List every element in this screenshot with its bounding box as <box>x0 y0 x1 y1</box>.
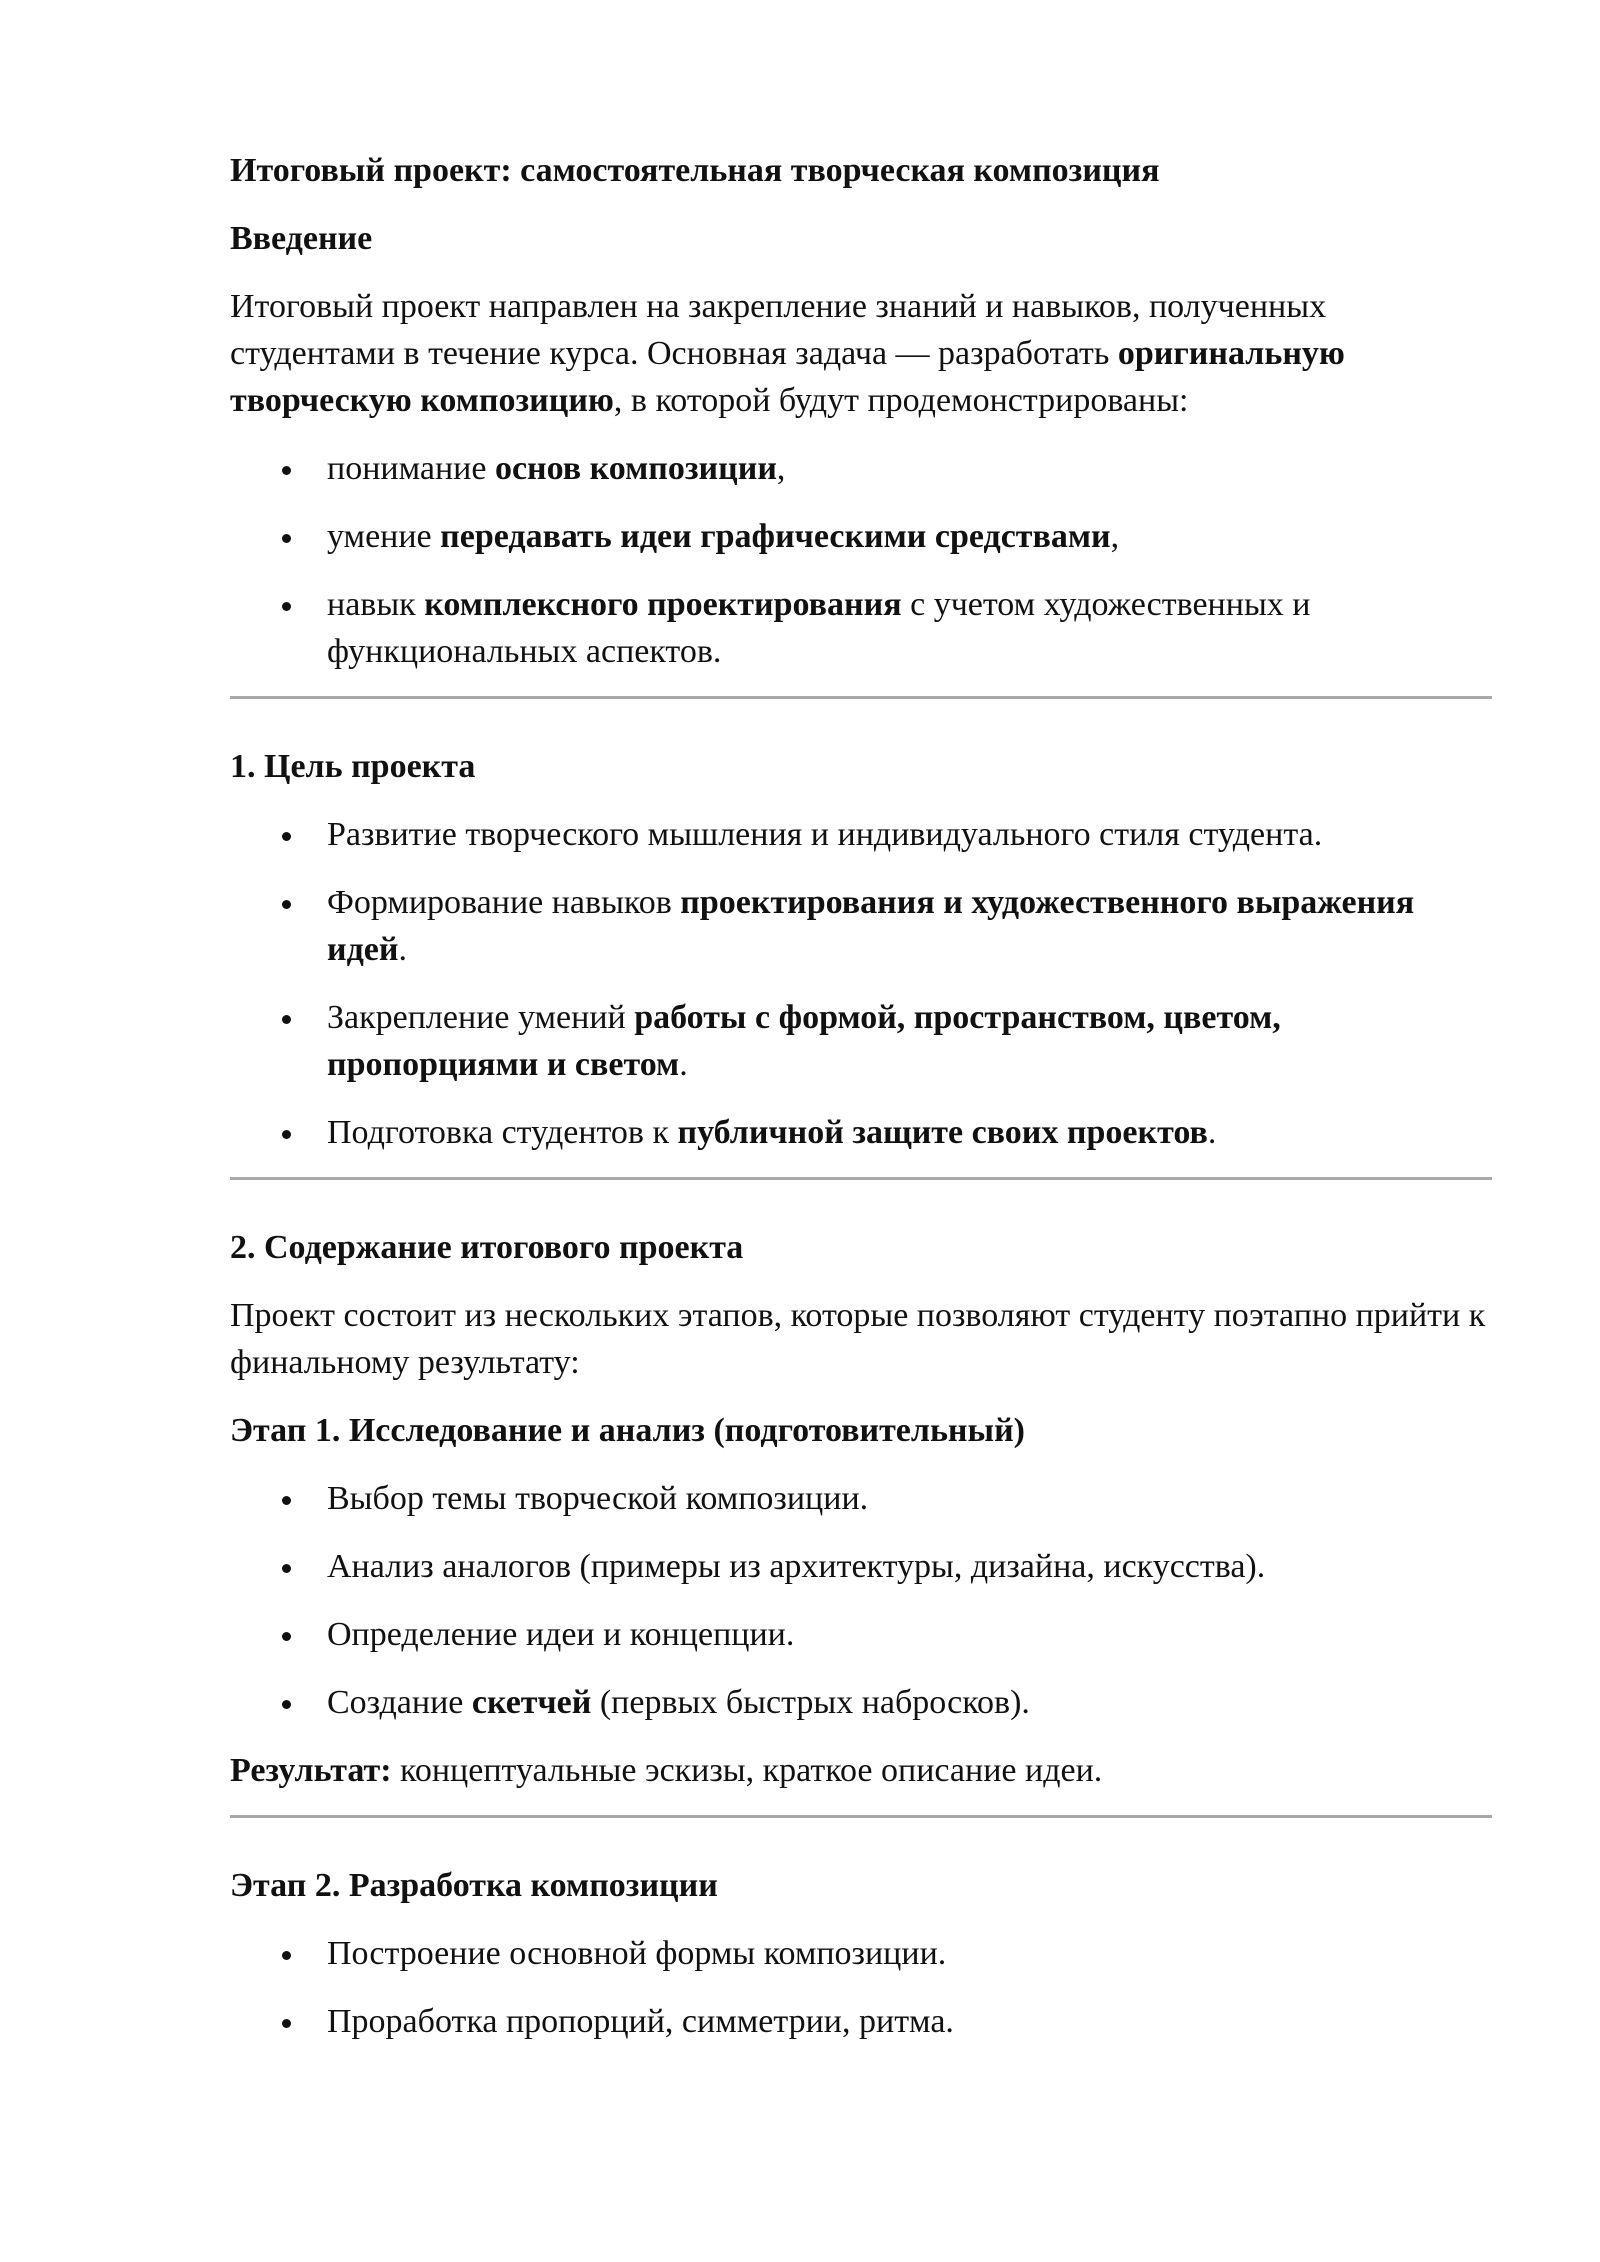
list-item <box>230 1475 1492 1522</box>
item-bold: комплексного проектирования <box>424 586 902 623</box>
item-text: Построение основной формы композиции. <box>327 1935 947 1972</box>
item-text: навык <box>327 586 425 623</box>
item-text: Развитие творческого мышления и индивидуального стиля студента. <box>327 816 1323 853</box>
stage1-list <box>230 1475 1492 1726</box>
list-item <box>230 994 1492 1088</box>
item-bold: публичной защите своих проектов <box>677 1114 1208 1151</box>
item-tail: (первых быстрых набросков). <box>591 1684 1030 1721</box>
item-text: Анализ аналогов (примеры из архитектуры, дизайна, искусства). <box>327 1548 1266 1585</box>
list-item <box>230 1543 1492 1590</box>
item-tail: с учетом художественных и функциональных аспектов. <box>327 586 1311 670</box>
stage1-heading: Этап 1. Исследование и анализ (подготовительный) <box>230 1412 1025 1449</box>
document-content <box>230 147 1492 2066</box>
list-item <box>230 1679 1492 1726</box>
item-text: Проработка пропорций, симметрии, ритма. <box>327 2003 954 2040</box>
result-text: концептуальные эскизы, краткое описание идеи. <box>391 1752 1103 1789</box>
content-paragraph: Проект состоит из нескольких этапов, которые позволяют студенту поэтапно прийти к финальному результату: <box>230 1297 1486 1381</box>
list-item <box>230 1611 1492 1658</box>
section-divider <box>230 1177 1492 1180</box>
item-text: Подготовка студентов к <box>327 1114 678 1151</box>
goal-list <box>230 811 1492 1156</box>
item-tail: . <box>398 931 407 968</box>
stage2-list <box>230 1930 1492 2045</box>
item-text: Формирование навыков <box>327 884 681 921</box>
list-item <box>230 445 1492 492</box>
item-tail: . <box>679 1046 688 1083</box>
item-bold: передавать идеи графическими средствами <box>440 518 1111 555</box>
list-item <box>230 513 1492 560</box>
list-item <box>230 1930 1492 1977</box>
list-item <box>230 581 1492 675</box>
item-tail: , <box>1110 518 1120 555</box>
item-text: Выбор темы творческой композиции. <box>327 1480 869 1517</box>
item-text: Определение идеи и концепции. <box>327 1616 795 1653</box>
intro-text-tail: , в которой будут продемонстрированы: <box>613 382 1189 419</box>
item-tail: . <box>1207 1114 1217 1151</box>
list-item <box>230 811 1492 858</box>
list-item <box>230 1109 1492 1156</box>
item-text: понимание <box>327 450 495 487</box>
section-divider <box>230 696 1492 699</box>
list-item <box>230 879 1492 973</box>
document-title: Итоговый проект: самостоятельная творческая композиция <box>230 152 1160 189</box>
intro-text: Итоговый проект направлен на закрепление знаний и навыков, полученных студентами в течение курса. Основная задача — разработать <box>230 288 1327 372</box>
stage1-result <box>230 1747 1492 1794</box>
item-bold: работы с формой, пространством, цветом, пропорциями и светом <box>327 999 1281 1083</box>
list-item <box>230 1998 1492 2045</box>
item-bold: скетчей <box>471 1684 592 1721</box>
intro-paragraph <box>230 283 1492 424</box>
intro-list <box>230 445 1492 675</box>
content-heading: 2. Содержание итогового проекта <box>230 1229 744 1266</box>
item-text: умение <box>327 518 441 555</box>
item-text: Закрепление умений <box>327 999 635 1036</box>
section-divider <box>230 1815 1492 1818</box>
result-label: Результат: <box>230 1752 392 1789</box>
item-tail: , <box>776 450 786 487</box>
intro-text-bold: оригинальную творческую композицию <box>230 335 1345 419</box>
item-text: Создание <box>327 1684 472 1721</box>
item-bold: основ композиции <box>494 450 777 487</box>
intro-heading: Введение <box>230 220 373 257</box>
stage2-heading: Этап 2. Разработка композиции <box>230 1867 718 1904</box>
goal-heading: 1. Цель проекта <box>230 748 476 785</box>
item-bold: проектирования и художественного выражения идей <box>327 884 1415 968</box>
